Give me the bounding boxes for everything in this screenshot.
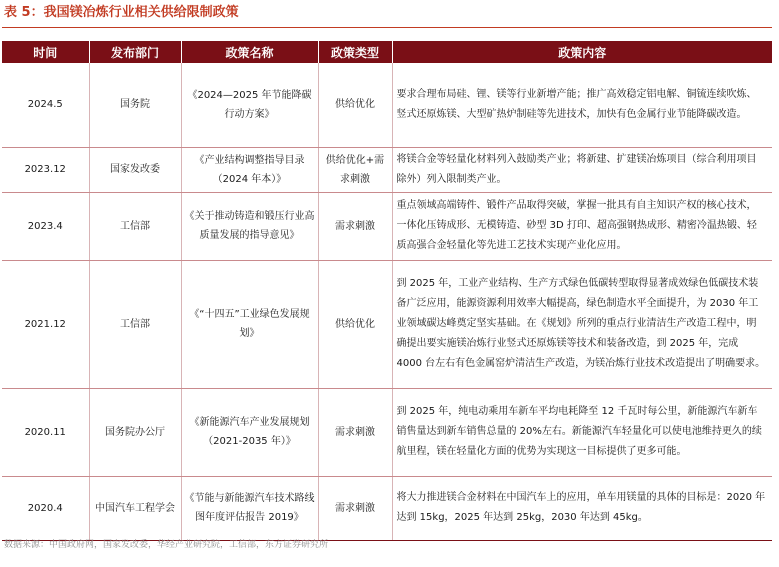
cell-time: 2024.5	[2, 63, 89, 147]
cell-time: 2020.4	[2, 476, 89, 540]
title-rule	[2, 27, 772, 28]
cell-time: 2023.4	[2, 192, 89, 260]
cell-dept: 中国汽车工程学会	[89, 476, 181, 540]
cell-content: 将大力推进镁合金材料在中国汽车上的应用，单车用镁量的具体的目标是：2020 年达到 15kg，2025 年达到 25kg，2030 年达到 45kg。	[392, 476, 772, 540]
cell-name: 《新能源汽车产业发展规划（2021-2035 年）》	[181, 388, 318, 476]
cell-content: 到 2025 年，纯电动乘用车新车平均电耗降至 12 千瓦时每公里，新能源汽车新车销售量达到新车销售总量的 20%左右。新能源汽车轻量化可以使电池维持更久的续航里程，镁在轻量化方面的优势为实现这一目标提供了更多可能。	[392, 388, 772, 476]
table-row	[2, 260, 772, 388]
cell-dept: 国务院办公厅	[89, 388, 181, 476]
cell-type: 供给优化	[318, 63, 392, 147]
table-row	[2, 388, 772, 476]
header-name: 政策名称	[181, 41, 318, 63]
cell-name: 《关于推动铸造和锻压行业高质量发展的指导意见》	[181, 192, 318, 260]
source-note: 数据来源：中国政府网，国家发改委，华经产业研究院，工信部，东方证券研究所	[4, 540, 329, 550]
table-row	[2, 192, 772, 260]
table-row	[2, 476, 772, 540]
cell-content: 到 2025 年，工业产业结构、生产方式绿色低碳转型取得显著成效绿色低碳技术装备广泛应用，能源资源利用效率大幅提高，绿色制造水平全面提升，为 2030 年工业领域碳达峰奠定坚实基础。在《规划》所列的重点行业清洁生产改造工程中，明确提出要实施镁冶炼行业竖式还原炼镁等技术和装备改造，到 2025 年，完成 4000 台左右有色金属窑炉清洁生产改造，为镁冶炼行业技术改造提出了明确要求。	[392, 260, 772, 388]
table-row	[2, 63, 772, 147]
header-content: 政策内容	[392, 41, 772, 63]
cell-content: 要求合理布局硅、锂、镁等行业新增产能；推广高效稳定铝电解、铜锍连续吹炼、竖式还原炼镁、大型矿热炉制硅等先进技术，加快有色金属行业节能降碳改造。	[392, 63, 772, 147]
cell-type: 需求刺激	[318, 388, 392, 476]
cell-time: 2020.11	[2, 388, 89, 476]
header-row	[2, 41, 772, 63]
header-time: 时间	[2, 41, 89, 63]
cell-type: 供给优化+需求刺激	[318, 147, 392, 192]
cell-type: 供给优化	[318, 260, 392, 388]
cell-dept: 工信部	[89, 260, 181, 388]
cell-time: 2023.12	[2, 147, 89, 192]
cell-content: 将镁合金等轻量化材料列入鼓励类产业；将新建、扩建镁冶炼项目（综合利用项目除外）列入限制类产业。	[392, 147, 772, 192]
cell-name: 《产业结构调整指导目录（2024 年本）》	[181, 147, 318, 192]
cell-dept: 国务院	[89, 63, 181, 147]
header-type: 政策类型	[318, 41, 392, 63]
cell-type: 需求刺激	[318, 192, 392, 260]
cell-name: 《节能与新能源汽车技术路线图年度评估报告 2019》	[181, 476, 318, 540]
policy-table	[2, 41, 772, 541]
header-dept: 发布部门	[89, 41, 181, 63]
table-row	[2, 147, 772, 192]
cell-time: 2021.12	[2, 260, 89, 388]
cell-type: 需求刺激	[318, 476, 392, 540]
cell-name: 《“十四五”工业绿色发展规划》	[181, 260, 318, 388]
cell-name: 《2024—2025 年节能降碳行动方案》	[181, 63, 318, 147]
cell-content: 重点领域高端铸件、锻件产品取得突破，掌握一批具有自主知识产权的核心技术，一体化压铸成形、无模铸造、砂型 3D 打印、超高强钢热成形、精密冷温热锻、轻质高强合金轻量化等先进工艺技术实现产业化应用。	[392, 192, 772, 260]
cell-dept: 工信部	[89, 192, 181, 260]
cell-dept: 国家发改委	[89, 147, 181, 192]
table-title: 表 5：我国镁冶炼行业相关供给限制政策	[4, 5, 239, 20]
